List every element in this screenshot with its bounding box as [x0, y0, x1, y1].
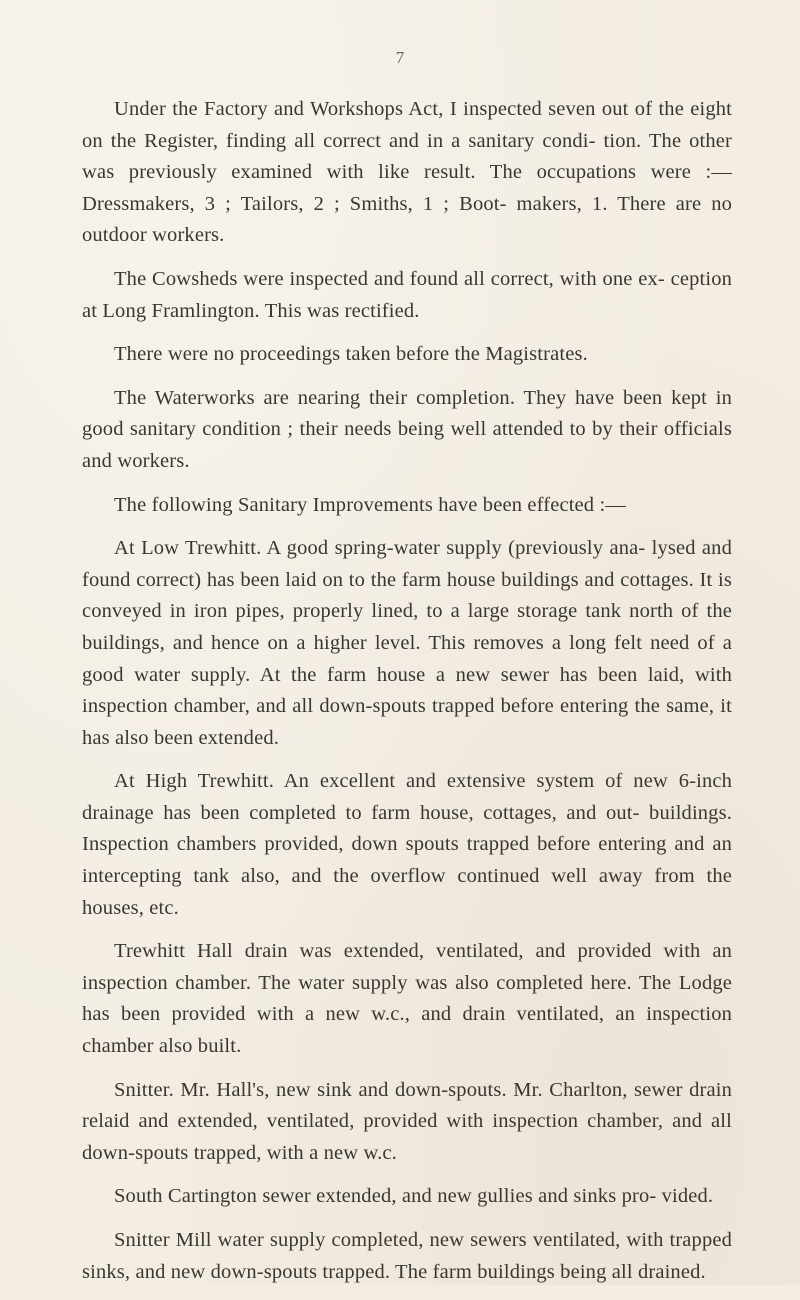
body-text [82, 94, 732, 1300]
paragraph-improvements-intro: The following Sanitary Improvements have been effected :— [114, 493, 626, 516]
paragraph-trewhitt-hall: Trewhitt Hall drain was extended, ventilated, and provided with an inspection chamber. The water supply was also completed here. The Lodge has been provided with a new w.c., and drain ventilated, an inspection chamber also built. [82, 940, 732, 1058]
paragraph-high-trewhitt: At High Trewhitt. An excellent and extensive system of new 6-inch drainage has been completed to farm house, cottages, and out- buildings. Inspection chambers provided, down spouts trapped before entering and an intercepting tank also, and the overflow continued well away from the houses, etc. [82, 770, 732, 919]
paragraph-factory-workshops: Under the Factory and Workshops Act, I inspected seven out of the eight on the Register, finding all correct and in a sanitary condi- tion. The other was previously examined with like result. The occupations were :—Dressmakers, 3 ; Tailors, 2 ; Smiths, 1 ; Boot- makers, 1. There are no outdoor workers. [82, 98, 732, 247]
paragraph-south-cartington: South Cartington sewer extended, and new gullies and sinks pro- vided. [114, 1185, 714, 1208]
paragraph-low-trewhitt: At Low Trewhitt. A good spring-water supply (previously ana- lysed and found correct) has been laid on to the farm house buildings and cottages. It is conveyed in iron pipes, properly lined, to a large storage tank north of the buildings, and hence on a higher level. This removes a long felt need of a good water supply. At the farm house a new sewer has been laid, with inspection chamber, and all down-spouts trapped before entering the same, it has also been extended. [82, 537, 732, 749]
paragraph-magistrates: There were no proceedings taken before the Magistrates. [114, 343, 588, 366]
paragraph-cowsheds: The Cowsheds were inspected and found all correct, with one ex- ception at Long Framlington. This was rectified. [82, 267, 732, 322]
paragraph-snitter-mill: Snitter Mill water supply completed, new sewers ventilated, with trapped sinks, and new down-spouts trapped. The farm buildings being all drained. [82, 1229, 732, 1283]
paragraph-snitter: Snitter. Mr. Hall's, new sink and down-spouts. Mr. Charlton, sewer drain relaid and extended, ventilated, provided with inspection chamber, and all down-spouts trapped, with a new w.c. [82, 1078, 732, 1164]
paragraph-waterworks: The Waterworks are nearing their completion. They have been kept in good sanitary condition ; their needs being well attended to by their officials and workers. [82, 386, 732, 472]
page-number: 7 [395, 48, 405, 67]
